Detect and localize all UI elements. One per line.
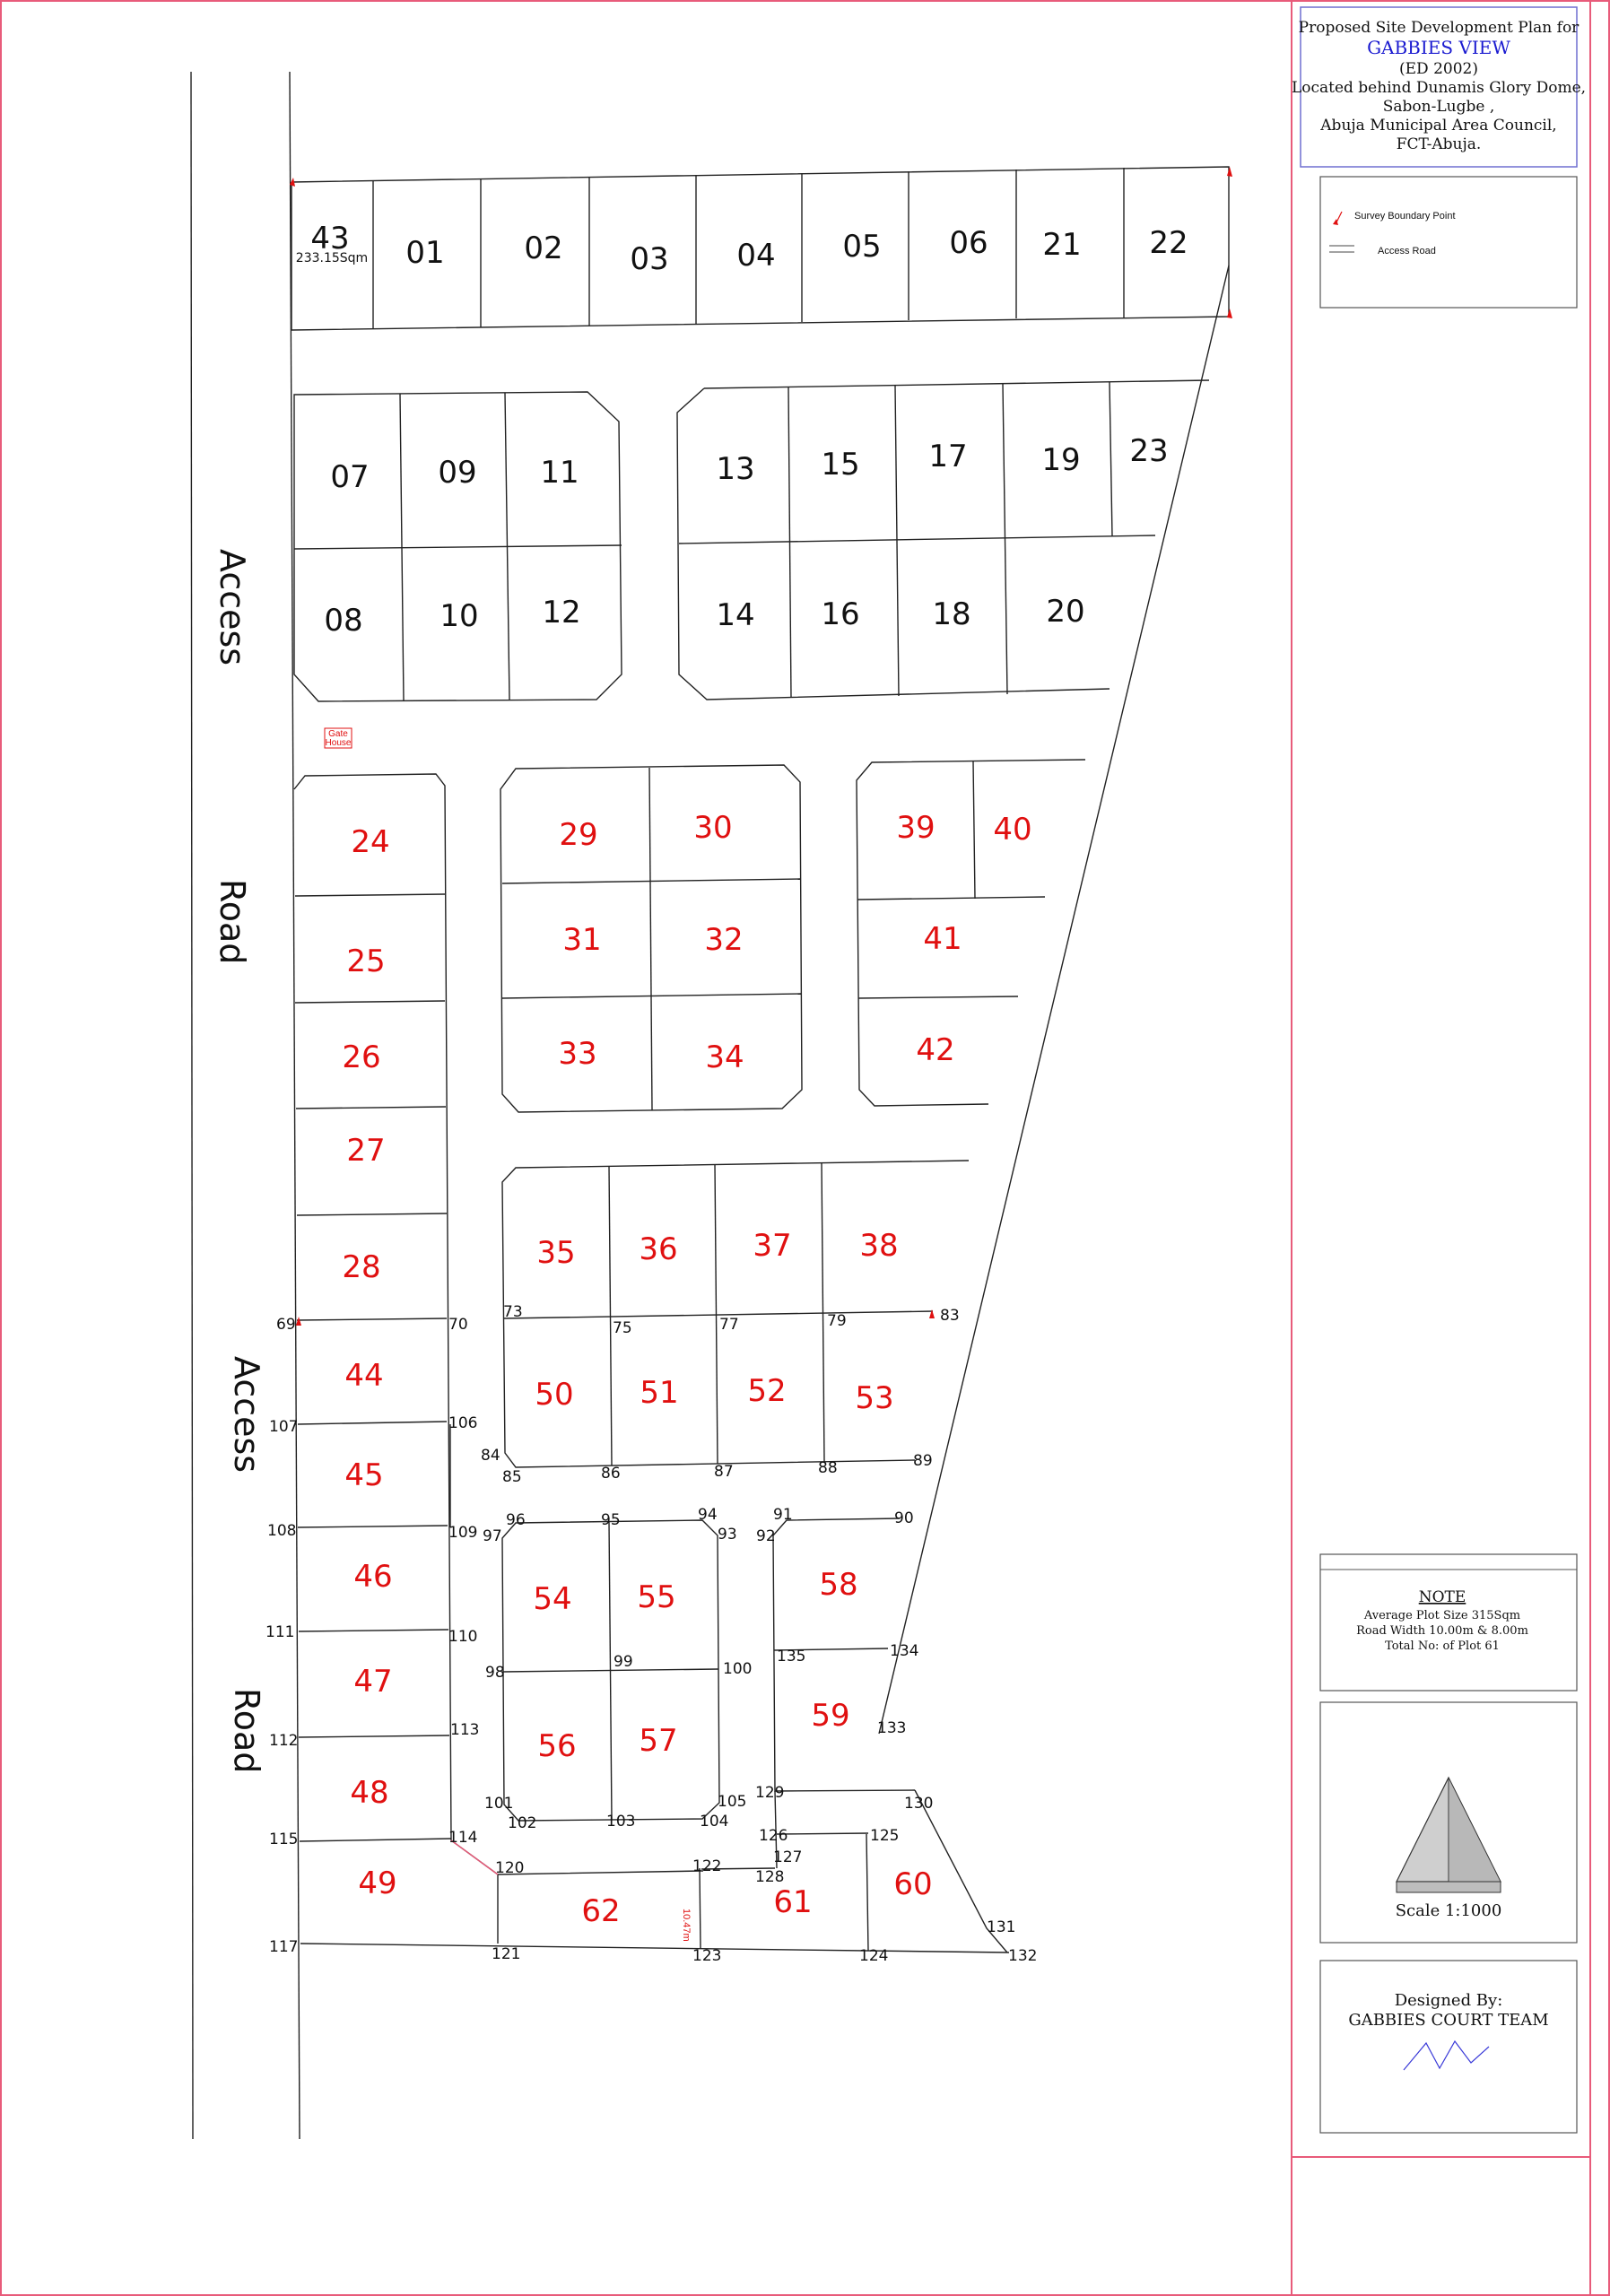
plot-number[interactable]: 38 xyxy=(859,1228,899,1264)
plot-number[interactable]: 45 xyxy=(344,1457,384,1493)
point-label: 77 xyxy=(719,1316,739,1334)
road-label-access-2: Access xyxy=(227,1356,266,1474)
scale-panel xyxy=(1320,1702,1577,1943)
point-label: 92 xyxy=(756,1527,776,1545)
plot-number[interactable]: 23 xyxy=(1129,433,1169,469)
point-label: 109 xyxy=(448,1524,478,1542)
plot-number[interactable]: 43 xyxy=(310,221,350,257)
plot-number[interactable]: 35 xyxy=(536,1235,576,1271)
note-line3: Total No: of Plot 61 xyxy=(1385,1639,1500,1653)
note-box xyxy=(1320,1554,1577,1691)
survey-marker-69 xyxy=(296,1317,301,1326)
plot-number[interactable]: 39 xyxy=(896,810,936,846)
point-label: 79 xyxy=(827,1312,847,1330)
title-line6: Abuja Municipal Area Council, xyxy=(1320,117,1557,135)
point-label: 98 xyxy=(485,1664,505,1682)
point-label: 133 xyxy=(877,1719,907,1737)
plot-43-area: 233.15Sqm xyxy=(295,251,369,265)
plot-number[interactable]: 47 xyxy=(353,1664,393,1700)
point-label: 127 xyxy=(773,1848,803,1866)
plot-number[interactable]: 60 xyxy=(893,1866,933,1902)
plot-number[interactable]: 05 xyxy=(842,229,882,265)
point-label: 104 xyxy=(700,1813,729,1831)
point-label: 73 xyxy=(503,1303,523,1321)
gate-house-line2: House xyxy=(325,738,352,748)
point-label: 101 xyxy=(484,1795,514,1813)
dimension-label: 10.47m xyxy=(681,1909,692,1942)
plot-number[interactable]: 40 xyxy=(993,812,1032,848)
plot-number[interactable]: 37 xyxy=(753,1228,792,1264)
point-label: 70 xyxy=(448,1316,468,1334)
designer-box xyxy=(1320,1961,1577,2133)
point-label: 123 xyxy=(692,1947,722,1965)
note-line2: Road Width 10.00m & 8.00m xyxy=(1356,1624,1528,1638)
plot-number[interactable]: 25 xyxy=(346,944,386,979)
point-label: 110 xyxy=(448,1628,478,1646)
plot-number[interactable]: 31 xyxy=(562,922,602,958)
point-label: 135 xyxy=(777,1648,806,1665)
point-label: 85 xyxy=(502,1468,522,1486)
plot-number[interactable]: 20 xyxy=(1046,594,1085,630)
plot-number[interactable]: 29 xyxy=(559,817,598,853)
plot-number[interactable]: 09 xyxy=(438,455,477,491)
plot-number[interactable]: 61 xyxy=(773,1884,813,1920)
plot-number[interactable]: 49 xyxy=(358,1866,397,1901)
plot-number[interactable]: 54 xyxy=(533,1581,572,1617)
road-label-road-2: Road xyxy=(227,1688,266,1774)
plot-number[interactable]: 44 xyxy=(344,1358,384,1394)
plot-numbers-black xyxy=(310,221,1188,639)
plot-number[interactable]: 53 xyxy=(855,1380,894,1416)
plot-number[interactable]: 18 xyxy=(932,596,971,632)
note-heading: NOTE xyxy=(1418,1588,1466,1606)
title-line7: FCT-Abuja. xyxy=(1396,135,1482,153)
point-label: 125 xyxy=(870,1827,900,1845)
plot-number[interactable]: 41 xyxy=(923,921,962,957)
plot-number[interactable]: 27 xyxy=(346,1133,386,1169)
plot-number[interactable]: 02 xyxy=(524,230,563,266)
plot-number[interactable]: 21 xyxy=(1042,227,1082,263)
plot-number[interactable]: 59 xyxy=(811,1698,850,1734)
point-label: 97 xyxy=(483,1527,502,1545)
plot-number[interactable]: 12 xyxy=(542,595,581,631)
point-label: 124 xyxy=(859,1947,889,1965)
plot-number[interactable]: 13 xyxy=(716,451,755,487)
point-label: 131 xyxy=(987,1918,1016,1936)
road-label-road-1: Road xyxy=(213,879,252,965)
point-label: 115 xyxy=(269,1831,299,1848)
point-label: 102 xyxy=(508,1814,537,1832)
point-label: 86 xyxy=(601,1465,621,1483)
point-label: 69 xyxy=(276,1316,296,1334)
point-label: 75 xyxy=(613,1319,632,1337)
note-line1: Average Plot Size 315Sqm xyxy=(1363,1609,1521,1622)
plot-number[interactable]: 46 xyxy=(353,1559,393,1595)
plot-number[interactable]: 62 xyxy=(581,1893,621,1929)
point-label: 94 xyxy=(698,1506,718,1524)
point-label: 83 xyxy=(940,1307,960,1325)
point-label: 108 xyxy=(267,1522,297,1540)
plot-number[interactable]: 56 xyxy=(537,1728,577,1764)
point-label: 91 xyxy=(773,1506,793,1524)
plot-number[interactable]: 19 xyxy=(1041,442,1081,478)
plot-number[interactable]: 08 xyxy=(324,603,363,639)
plot-number[interactable]: 57 xyxy=(639,1723,678,1759)
point-label: 103 xyxy=(606,1813,636,1831)
plot-number[interactable]: 15 xyxy=(821,447,860,483)
point-label: 134 xyxy=(890,1642,919,1660)
point-label: 107 xyxy=(269,1418,299,1436)
point-label: 88 xyxy=(818,1459,838,1477)
point-label: 112 xyxy=(269,1732,299,1750)
point-label: 120 xyxy=(495,1859,525,1877)
point-label: 96 xyxy=(506,1511,526,1529)
legend-box xyxy=(1320,177,1577,308)
designer-panel xyxy=(1320,1961,1577,2133)
gate-house xyxy=(325,728,352,748)
title-line1: Proposed Site Development Plan for xyxy=(1298,19,1580,37)
point-label: 100 xyxy=(723,1660,753,1678)
plot-number[interactable]: 07 xyxy=(330,459,370,495)
title-project-name: GABBIES VIEW xyxy=(1367,37,1510,58)
plot-number[interactable]: 17 xyxy=(928,439,968,474)
plot-number[interactable]: 10 xyxy=(439,598,479,634)
point-label: 105 xyxy=(718,1793,747,1811)
plot-number[interactable]: 03 xyxy=(630,241,669,277)
plot-number[interactable]: 50 xyxy=(535,1377,574,1413)
point-label: 93 xyxy=(718,1526,737,1544)
point-label: 84 xyxy=(481,1447,500,1465)
plot-number[interactable]: 28 xyxy=(342,1249,381,1285)
plot-number[interactable]: 55 xyxy=(637,1579,676,1615)
point-label: 130 xyxy=(904,1795,934,1813)
point-label: 114 xyxy=(448,1829,478,1847)
road-label-access-1: Access xyxy=(213,549,252,666)
legend-access-road: Access Road xyxy=(1378,246,1436,257)
title-line3: (ED 2002) xyxy=(1399,60,1478,78)
sheet-border xyxy=(1,1,1609,2295)
point-label: 132 xyxy=(1008,1947,1038,1965)
note-panel xyxy=(1320,1554,1577,1691)
plot-number[interactable]: 42 xyxy=(916,1032,955,1068)
plot-number[interactable]: 51 xyxy=(640,1375,679,1411)
plot-number[interactable]: 01 xyxy=(405,235,445,271)
title-block xyxy=(1292,7,1586,167)
designer-line1: Designed By: xyxy=(1394,1991,1503,2010)
point-label: 111 xyxy=(265,1623,295,1641)
plot-number[interactable]: 26 xyxy=(342,1039,381,1075)
point-label: 106 xyxy=(448,1414,478,1432)
point-label: 128 xyxy=(755,1868,785,1886)
title-line4: Located behind Dunamis Glory Dome, xyxy=(1291,79,1587,97)
point-label: 117 xyxy=(269,1938,299,1956)
point-label: 87 xyxy=(714,1463,734,1481)
point-label: 122 xyxy=(692,1857,722,1875)
plot-number[interactable]: 24 xyxy=(351,824,390,860)
plot-number[interactable]: 06 xyxy=(949,225,988,261)
title-line5: Sabon-Lugbe , xyxy=(1382,98,1495,116)
point-label: 113 xyxy=(450,1721,480,1739)
scale-label: Scale 1:1000 xyxy=(1395,1901,1502,1920)
point-label: 129 xyxy=(755,1784,785,1802)
point-label: 99 xyxy=(614,1653,633,1671)
legend-survey-point: Survey Boundary Point xyxy=(1354,211,1456,222)
plot-number[interactable]: 48 xyxy=(350,1775,389,1811)
point-label: 95 xyxy=(601,1511,621,1529)
plot-number[interactable]: 52 xyxy=(747,1373,787,1409)
plot-number[interactable]: 30 xyxy=(693,810,733,846)
point-label: 90 xyxy=(894,1509,914,1527)
point-label: 121 xyxy=(492,1945,521,1963)
point-label: 89 xyxy=(913,1452,933,1470)
gate-house-line1: Gate xyxy=(328,729,348,739)
plot-number[interactable]: 04 xyxy=(736,238,776,274)
plot-number[interactable]: 11 xyxy=(540,455,579,491)
plot-number[interactable]: 33 xyxy=(558,1036,597,1072)
point-label: 126 xyxy=(759,1827,788,1845)
plot-number[interactable]: 32 xyxy=(704,922,744,958)
plot-number[interactable]: 22 xyxy=(1149,225,1188,261)
plot-number[interactable]: 14 xyxy=(716,597,755,633)
plot-number[interactable]: 16 xyxy=(821,596,860,632)
designer-line2: GABBIES COURT TEAM xyxy=(1348,2011,1549,2030)
plot-number[interactable]: 36 xyxy=(639,1231,678,1267)
plot-number[interactable]: 34 xyxy=(705,1039,744,1075)
legend xyxy=(1320,177,1577,308)
plot-number[interactable]: 58 xyxy=(819,1567,858,1603)
